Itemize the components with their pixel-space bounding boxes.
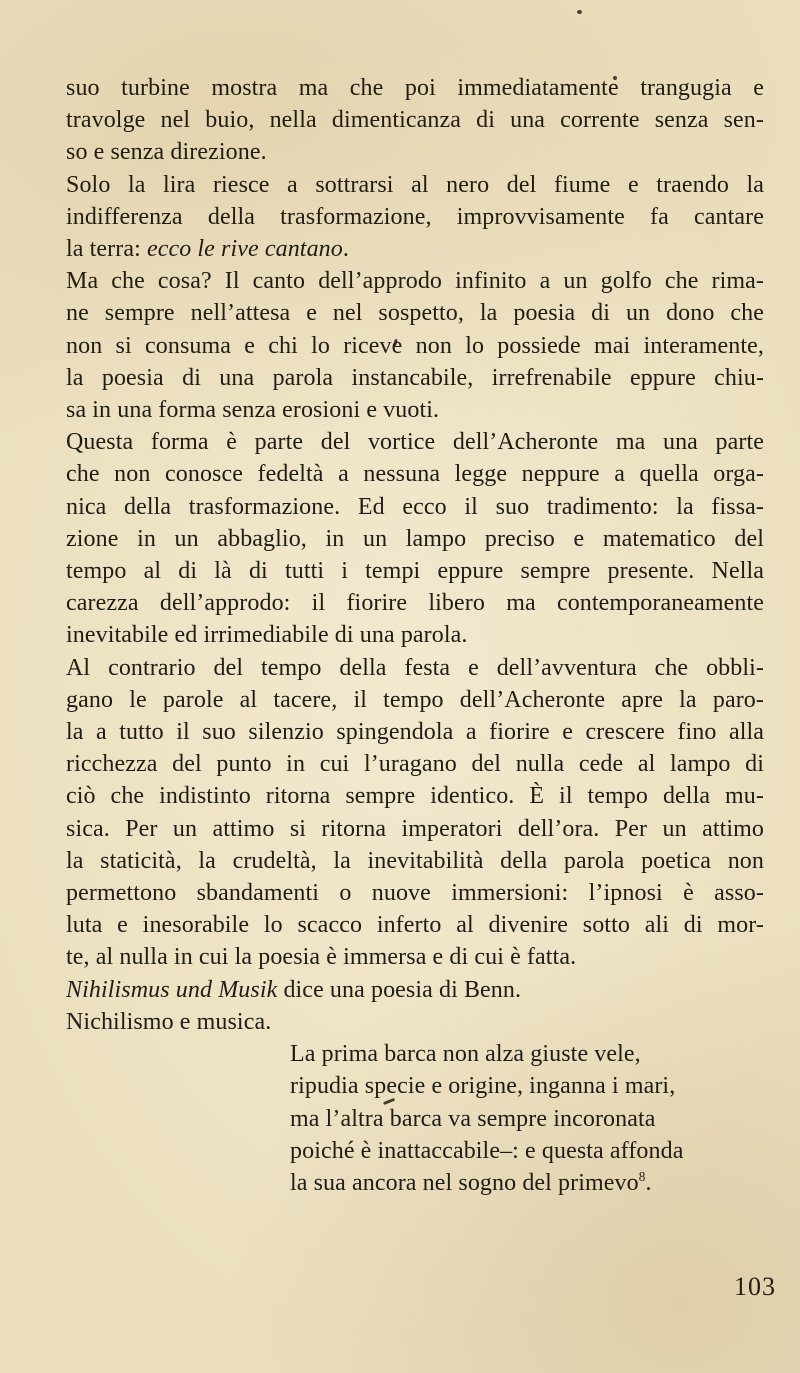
text-segment: Ma che cosa? Il canto dell’approdo infinito a un golfo che rima- [66,268,764,295]
text-segment: permettono sbandamenti o nuove immersioni: l’ipnosi è asso- [66,880,764,907]
body-text-line [66,233,764,265]
body-text-line [66,619,764,651]
text-segment: ne sempre nell’attesa e nel sospetto, la poesia di un dono che [66,300,764,327]
text-segment: gano le parole al tacere, il tempo dell’Acheronte apre la paro- [66,686,764,713]
text-segment: ripudia specie e origine, inganna i mari, [290,1073,676,1100]
text-segment: La prima barca non alza giuste vele, [290,1041,641,1068]
body-text-line [66,909,764,941]
text-segment: suo turbine mostra ma che poi immediatamente trangugia e [66,75,764,101]
body-text-line [66,877,764,909]
text-segment: ma l’altra barca va sempre incoronata [290,1105,656,1132]
text-segment: Solo la lira riesce a sottrarsi al nero del fiume e traendo la [66,171,764,198]
scan-speck [577,10,582,14]
body-text-line [66,652,764,684]
text-segment: indifferenza della trasformazione, improvvisamente fa cantare [66,203,764,230]
body-text-line [66,201,764,233]
poem-line [290,1167,764,1199]
body-text-line [66,813,764,845]
text-segment: la poesia di una parola instancabile, irrefrenabile eppure chiu- [66,364,764,391]
text-segment: ciò che indistinto ritorna sempre identico. È il tempo della mu- [66,783,764,810]
text-segment: Nihilismus und Musik [66,976,278,1003]
text-segment: nica della trasformazione. Ed ecco il suo tradimento: la fissa- [66,493,764,520]
text-segment: carezza dell’approdo: il fiorire libero ma contemporaneamente [66,590,764,617]
text-segment: Questa forma è parte del vortice dell’Acheronte ma una parte [66,429,764,456]
body-text-line [66,716,764,748]
body-text-line [66,330,764,362]
body-text-line [66,426,764,458]
body-text-line [66,780,764,812]
poem-line [290,1038,764,1070]
text-segment: luta e inesorabile lo scacco inferto al divenire sotto ali di mor- [66,912,764,939]
text-segment: Al contrario del tempo della festa e dell’avventura che obbli- [66,654,764,681]
text-segment: ecco le rive cantano [146,236,343,263]
text-segment: tempo al di là di tutti i tempi eppure sempre presente. Nella [66,558,764,585]
poem-line [290,1135,764,1167]
body-text [66,72,764,1038]
text-segment: la terra: [66,236,147,263]
body-text-line [66,169,764,201]
page-number: 103 [734,1272,776,1301]
poem-quotation [290,1038,764,1199]
text-segment: che non conosce fedeltà a nessuna legge neppure a quella orga- [66,461,764,488]
body-text-line [66,265,764,297]
body-text-line [66,941,764,973]
text-segment: sa in una forma senza erosioni e vuoti. [66,397,440,424]
text-segment: la sua ancora nel sogno del primevo [290,1169,639,1196]
text-segment: te, al nulla in cui la poesia è immersa e di cui è fatta. [66,944,577,971]
body-text-line [66,523,764,555]
body-text-line [66,72,764,104]
body-text-line [66,845,764,877]
text-segment: poiché è inattaccabile–: e questa affonda [290,1137,684,1164]
body-text-line [66,136,764,168]
text-segment: ricchezza del punto in cui l’uragano del nulla cede al lampo di [66,751,764,778]
text-segment: travolge nel buio, nella dimenticanza di una corrente senza sen- [66,107,764,134]
body-text-line [66,748,764,780]
body-text-line [66,587,764,619]
text-segment: non si consuma e chi lo riceve non lo possiede mai interamente, [66,332,764,359]
text-segment: . [342,236,349,263]
text-segment: so e senza direzione. [66,139,267,166]
text-segment: zione in un abbaglio, in un lampo preciso e matematico del [66,525,764,552]
text-segment: la staticità, la crudeltà, la inevitabilità della parola poetica non [66,847,764,874]
text-segment: dice una poesia di Benn. [277,976,522,1003]
body-text-line [66,394,764,426]
poem-line [290,1103,764,1135]
body-text-line [66,684,764,716]
body-text-line [66,555,764,587]
text-segment: sica. Per un attimo si ritorna imperatori dell’ora. Per un attimo [66,815,764,842]
text-segment: Nichilismo e musica. [66,1008,272,1035]
text-segment: la a tutto il suo silenzio spingendola a fiorire e crescere fino alla [66,719,764,746]
poem-line [290,1070,764,1102]
body-text-line [66,1006,764,1038]
text-segment: . [645,1169,652,1196]
body-text-line [66,362,764,394]
body-text-line [66,491,764,523]
body-text-line [66,458,764,490]
body-text-line [66,974,764,1006]
text-segment: inevitabile ed irrimediabile di una parola. [66,622,468,649]
page-text-block [66,72,764,1199]
footnote-reference: 8 [638,1168,646,1184]
body-text-line [66,104,764,136]
body-text-line [66,297,764,329]
